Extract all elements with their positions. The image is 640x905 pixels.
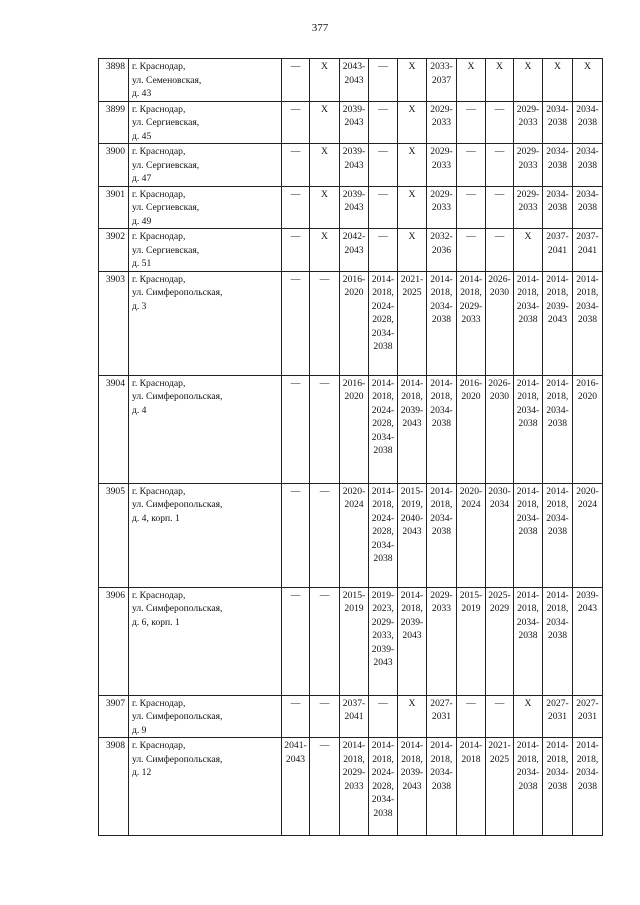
table-row bbox=[99, 229, 603, 272]
period-cell: X bbox=[514, 59, 543, 102]
address-line: г. Краснодар, bbox=[132, 740, 186, 751]
period-cell: 2021- 2025 bbox=[398, 271, 427, 375]
period-cell: 2039- 2043 bbox=[340, 186, 369, 229]
table-row bbox=[99, 101, 603, 144]
period-cell: 2039- 2043 bbox=[340, 101, 369, 144]
period-cell: 2020- 2024 bbox=[457, 483, 486, 587]
period-cell: X bbox=[310, 229, 340, 272]
period-cell: 2041- 2043 bbox=[282, 738, 310, 836]
period-cell: — bbox=[282, 144, 310, 187]
period-cell: 2016- 2020 bbox=[340, 375, 369, 483]
period-cell: 2027- 2031 bbox=[427, 695, 457, 738]
period-cell: 2025- 2029 bbox=[486, 587, 514, 695]
period-cell: 2029- 2033 bbox=[514, 186, 543, 229]
period-cell: 2015- 2019 bbox=[457, 587, 486, 695]
address-line: д. 12 bbox=[132, 767, 152, 778]
period-cell: 2019- 2023, 2029- 2033, 2039- 2043 bbox=[369, 587, 398, 695]
period-cell: 2029- 2033 bbox=[427, 587, 457, 695]
address-cell bbox=[129, 186, 282, 229]
period-cell: 2020- 2024 bbox=[340, 483, 369, 587]
address-line: д. 51 bbox=[132, 258, 152, 269]
period-cell: — bbox=[457, 101, 486, 144]
row-number: 3907 bbox=[99, 695, 129, 738]
address-line: г. Краснодар, bbox=[132, 188, 186, 200]
address-line: д. 49 bbox=[132, 215, 152, 227]
period-cell: 2014- 2018, 2034- 2038 bbox=[514, 738, 543, 836]
period-cell: X bbox=[310, 101, 340, 144]
period-cell: — bbox=[310, 483, 340, 587]
period-cell: X bbox=[398, 144, 427, 187]
period-cell: X bbox=[398, 59, 427, 102]
address-line: ул. Симферопольская, bbox=[132, 603, 223, 614]
address-line: ул. Семеновская, bbox=[132, 74, 202, 86]
row-number: 3898 bbox=[99, 59, 129, 102]
period-cell: 2027- 2031 bbox=[543, 695, 573, 738]
period-cell: X bbox=[514, 229, 543, 272]
row-number: 3906 bbox=[99, 587, 129, 695]
period-cell: X bbox=[486, 59, 514, 102]
period-cell: 2014- 2018, 2034- 2038 bbox=[514, 375, 543, 483]
period-cell: — bbox=[282, 695, 310, 738]
table-row bbox=[99, 186, 603, 229]
period-cell: 2015- 2019 bbox=[340, 587, 369, 695]
period-cell: X bbox=[573, 59, 603, 102]
period-cell: 2016- 2020 bbox=[340, 271, 369, 375]
period-cell: 2014- 2018, 2034- 2038 bbox=[427, 483, 457, 587]
period-cell: 2014- 2018, 2034- 2038 bbox=[543, 587, 573, 695]
address-line: ул. Сергиевская, bbox=[132, 202, 200, 213]
address-line: г. Краснодар, bbox=[132, 589, 186, 601]
registry-table-body bbox=[99, 59, 603, 836]
period-cell: 2026- 2030 bbox=[486, 271, 514, 375]
period-cell: X bbox=[543, 59, 573, 102]
address-line: г. Краснодар, bbox=[132, 146, 186, 157]
address-cell bbox=[129, 271, 282, 375]
address-line: д. 4, корп. 1 bbox=[132, 512, 180, 524]
period-cell: 2014- 2018, 2034- 2038 bbox=[514, 587, 543, 695]
address-line: г. Краснодар, bbox=[132, 485, 186, 497]
address-line: г. Краснодар, bbox=[132, 103, 186, 115]
period-cell: 2014- 2018, 2029- 2033 bbox=[340, 738, 369, 836]
address-line: д. 43 bbox=[132, 88, 152, 99]
row-number: 3902 bbox=[99, 229, 129, 272]
period-cell: 2021- 2025 bbox=[486, 738, 514, 836]
registry-table bbox=[98, 58, 603, 836]
period-cell: X bbox=[310, 144, 340, 187]
period-cell: — bbox=[457, 695, 486, 738]
address-cell bbox=[129, 587, 282, 695]
period-cell: 2034- 2038 bbox=[573, 186, 603, 229]
period-cell: 2027- 2031 bbox=[573, 695, 603, 738]
period-cell: 2029- 2033 bbox=[427, 144, 457, 187]
address-cell bbox=[129, 738, 282, 836]
period-cell: — bbox=[310, 695, 340, 738]
period-cell: — bbox=[486, 695, 514, 738]
address-line: ул. Симферопольская, bbox=[132, 753, 223, 765]
table-row bbox=[99, 144, 603, 187]
address-line: ул. Симферопольская, bbox=[132, 499, 223, 510]
table-row bbox=[99, 375, 603, 483]
period-cell: 2034- 2038 bbox=[543, 144, 573, 187]
period-cell: — bbox=[369, 186, 398, 229]
period-cell: 2029- 2033 bbox=[427, 101, 457, 144]
period-cell: 2014- 2018, 2034- 2038 bbox=[427, 738, 457, 836]
row-number: 3899 bbox=[99, 101, 129, 144]
period-cell: 2026- 2030 bbox=[486, 375, 514, 483]
table-row bbox=[99, 738, 603, 836]
period-cell: 2014- 2018, 2039- 2043 bbox=[398, 375, 427, 483]
address-cell bbox=[129, 59, 282, 102]
period-cell: — bbox=[369, 229, 398, 272]
address-line: д. 45 bbox=[132, 130, 152, 142]
address-line: г. Краснодар, bbox=[132, 273, 186, 285]
period-cell: X bbox=[398, 101, 427, 144]
period-cell: — bbox=[282, 375, 310, 483]
address-cell bbox=[129, 483, 282, 587]
period-cell: 2016- 2020 bbox=[457, 375, 486, 483]
period-cell: 2015- 2019, 2040- 2043 bbox=[398, 483, 427, 587]
page-number: 377 bbox=[311, 22, 329, 34]
address-cell bbox=[129, 229, 282, 272]
period-cell: — bbox=[486, 229, 514, 272]
period-cell: 2014- 2018, 2034- 2038 bbox=[543, 738, 573, 836]
period-cell: 2014- 2018, 2034- 2038 bbox=[543, 375, 573, 483]
period-cell: — bbox=[282, 271, 310, 375]
period-cell: 2034- 2038 bbox=[573, 101, 603, 144]
period-cell: X bbox=[310, 59, 340, 102]
period-cell: 2014- 2018, 2029- 2033 bbox=[457, 271, 486, 375]
period-cell: 2034- 2038 bbox=[573, 144, 603, 187]
period-cell: — bbox=[282, 101, 310, 144]
address-line: д. 6, корп. 1 bbox=[132, 616, 180, 628]
address-line: г. Краснодар, bbox=[132, 61, 186, 72]
address-line: д. 3 bbox=[132, 300, 147, 312]
period-cell: 2037- 2041 bbox=[573, 229, 603, 272]
period-cell: 2014- 2018, 2034- 2038 bbox=[514, 483, 543, 587]
row-number: 3908 bbox=[99, 738, 129, 836]
period-cell: — bbox=[369, 144, 398, 187]
address-line: г. Краснодар, bbox=[132, 231, 186, 242]
address-line: д. 4 bbox=[132, 404, 147, 416]
period-cell: 2042- 2043 bbox=[340, 229, 369, 272]
period-cell: 2039- 2043 bbox=[573, 587, 603, 695]
address-cell bbox=[129, 375, 282, 483]
period-cell: — bbox=[369, 695, 398, 738]
row-number: 3900 bbox=[99, 144, 129, 187]
period-cell: — bbox=[486, 144, 514, 187]
period-cell: 2043- 2043 bbox=[340, 59, 369, 102]
period-cell: — bbox=[457, 144, 486, 187]
period-cell: — bbox=[369, 59, 398, 102]
period-cell: 2029- 2033 bbox=[514, 101, 543, 144]
period-cell: 2039- 2043 bbox=[340, 144, 369, 187]
period-cell: 2014- 2018, 2039- 2043 bbox=[398, 587, 427, 695]
period-cell: 2014- 2018 bbox=[457, 738, 486, 836]
period-cell: 2014- 2018, 2034- 2038 bbox=[543, 483, 573, 587]
period-cell: — bbox=[310, 375, 340, 483]
period-cell: 2014- 2018, 2039- 2043 bbox=[543, 271, 573, 375]
address-line: ул. Сергиевская, bbox=[132, 159, 200, 171]
period-cell: — bbox=[282, 59, 310, 102]
address-line: ул. Сергиевская, bbox=[132, 244, 200, 256]
period-cell: X bbox=[398, 695, 427, 738]
row-number: 3905 bbox=[99, 483, 129, 587]
table-row bbox=[99, 587, 603, 695]
period-cell: — bbox=[282, 229, 310, 272]
period-cell: 2014- 2018, 2034- 2038 bbox=[573, 271, 603, 375]
row-number: 3901 bbox=[99, 186, 129, 229]
address-line: ул. Сергиевская, bbox=[132, 117, 200, 128]
period-cell: X bbox=[514, 695, 543, 738]
period-cell: 2029- 2033 bbox=[427, 186, 457, 229]
table-row bbox=[99, 483, 603, 587]
period-cell: 2033- 2037 bbox=[427, 59, 457, 102]
period-cell: — bbox=[457, 186, 486, 229]
period-cell: — bbox=[282, 186, 310, 229]
period-cell: 2020- 2024 bbox=[573, 483, 603, 587]
row-number: 3904 bbox=[99, 375, 129, 483]
period-cell: — bbox=[486, 186, 514, 229]
period-cell: 2014- 2018, 2024- 2028, 2034- 2038 bbox=[369, 738, 398, 836]
period-cell: 2014- 2018, 2024- 2028, 2034- 2038 bbox=[369, 271, 398, 375]
address-line: д. 47 bbox=[132, 173, 152, 184]
address-line: д. 9 bbox=[132, 724, 147, 736]
period-cell: — bbox=[282, 587, 310, 695]
period-cell: 2014- 2018, 2034- 2038 bbox=[573, 738, 603, 836]
table-row bbox=[99, 59, 603, 102]
period-cell: 2037- 2041 bbox=[543, 229, 573, 272]
period-cell: 2014- 2018, 2034- 2038 bbox=[427, 375, 457, 483]
period-cell: — bbox=[457, 229, 486, 272]
period-cell: 2029- 2033 bbox=[514, 144, 543, 187]
period-cell: X bbox=[457, 59, 486, 102]
period-cell: 2014- 2018, 2039- 2043 bbox=[398, 738, 427, 836]
period-cell: 2014- 2018, 2024- 2028, 2034- 2038 bbox=[369, 483, 398, 587]
address-line: г. Краснодар, bbox=[132, 697, 186, 709]
address-line: г. Краснодар, bbox=[132, 377, 186, 389]
address-cell bbox=[129, 695, 282, 738]
period-cell: 2032- 2036 bbox=[427, 229, 457, 272]
period-cell: — bbox=[369, 101, 398, 144]
period-cell: — bbox=[310, 738, 340, 836]
period-cell: 2037- 2041 bbox=[340, 695, 369, 738]
period-cell: — bbox=[310, 271, 340, 375]
period-cell: 2034- 2038 bbox=[543, 101, 573, 144]
row-number: 3903 bbox=[99, 271, 129, 375]
period-cell: X bbox=[310, 186, 340, 229]
address-cell bbox=[129, 101, 282, 144]
period-cell: 2014- 2018, 2034- 2038 bbox=[514, 271, 543, 375]
period-cell: 2014- 2018, 2034- 2038 bbox=[427, 271, 457, 375]
period-cell: 2014- 2018, 2024- 2028, 2034- 2038 bbox=[369, 375, 398, 483]
period-cell: — bbox=[282, 483, 310, 587]
address-cell bbox=[129, 144, 282, 187]
period-cell: — bbox=[486, 101, 514, 144]
table-row bbox=[99, 695, 603, 738]
period-cell: 2016- 2020 bbox=[573, 375, 603, 483]
period-cell: X bbox=[398, 186, 427, 229]
period-cell: 2030- 2034 bbox=[486, 483, 514, 587]
table-row bbox=[99, 271, 603, 375]
period-cell: 2034- 2038 bbox=[543, 186, 573, 229]
address-line: ул. Симферопольская, bbox=[132, 391, 223, 402]
address-line: ул. Симферопольская, bbox=[132, 711, 223, 722]
period-cell: — bbox=[310, 587, 340, 695]
period-cell: X bbox=[398, 229, 427, 272]
address-line: ул. Симферопольская, bbox=[132, 287, 223, 298]
